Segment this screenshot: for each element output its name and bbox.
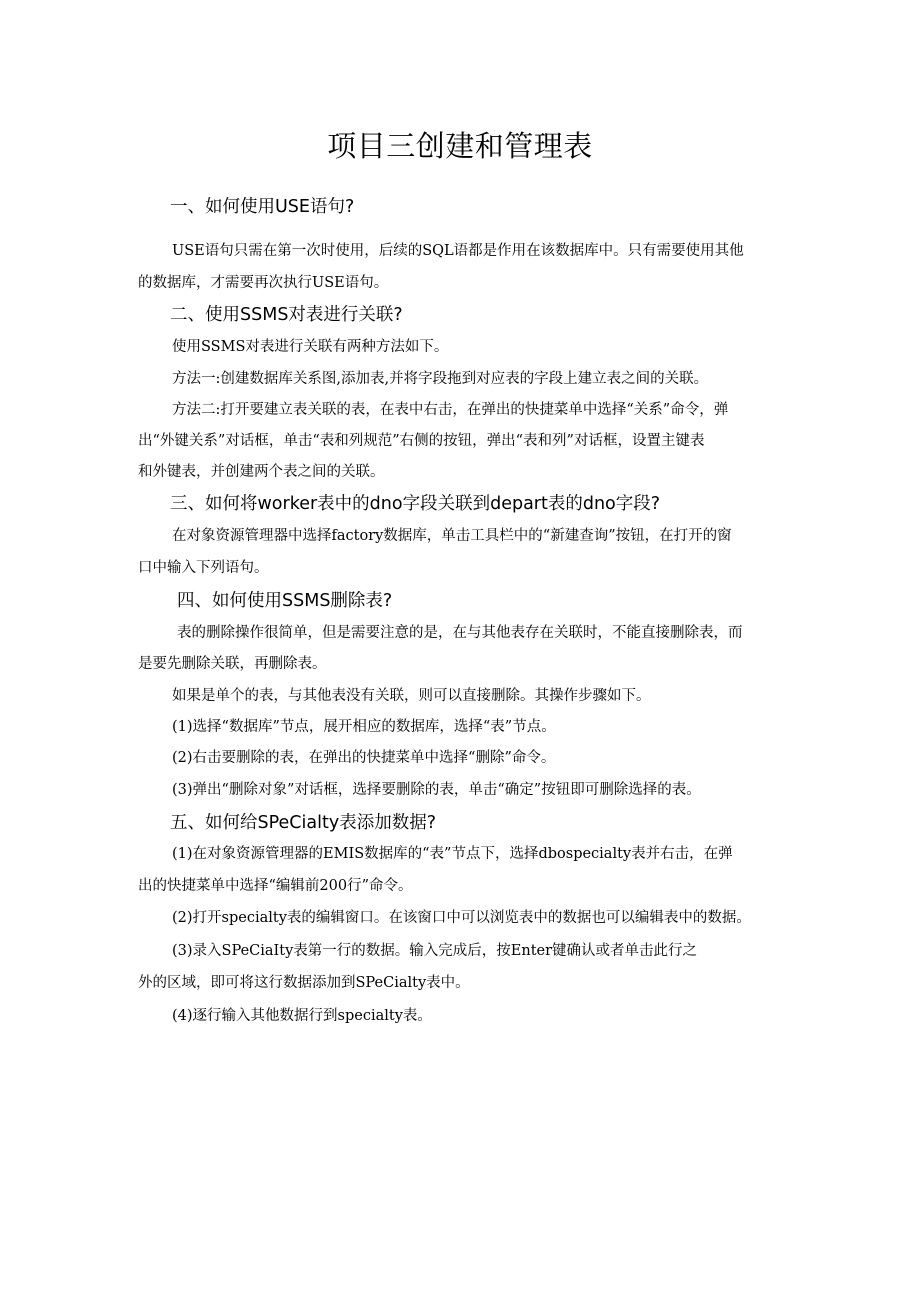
paragraph-line: 出“外键关系”对话框，单击“表和列规范”右侧的按钮，弹出“表和列”对话框，设置主键表 <box>138 433 705 449</box>
section-heading: 四、如何使用SSMS删除表? <box>177 591 393 611</box>
section-heading: 二、使用SSMS对表进行关联? <box>170 305 403 325</box>
paragraph-line: (3)弹出“删除对象”对话框，选择要删除的表，单击“确定”按钮即可删除选择的表。 <box>172 782 701 798</box>
paragraph-line: 方法二:打开要建立表关联的表，在表中右击，在弹出的快捷菜单中选择“关系”命令，弹 <box>172 402 729 418</box>
section-heading: 一、如何使用USE语句? <box>170 197 355 217</box>
section-heading: 三、如何将worker表中的dno字段关联到depart表的dno字段? <box>170 494 661 514</box>
paragraph-line: 使用SSMS对表进行关联有两种方法如下。 <box>172 339 449 355</box>
paragraph-line: 是要先删除关联，再删除表。 <box>138 656 327 672</box>
paragraph-line: 如果是单个的表，与其他表没有关联，则可以直接删除。其操作步骤如下。 <box>172 688 651 704</box>
paragraph-line: (1)选择“数据库”节点，展开相应的数据库，选择“表”节点。 <box>172 719 556 735</box>
section-heading: 五、如何给SPeCialty表添加数据? <box>170 813 436 833</box>
paragraph-line: 和外键表，并创建两个表之间的关联。 <box>138 464 385 480</box>
paragraph-line: 的数据库，才需要再次执行USE语句。 <box>138 275 389 291</box>
page-title: 项目三创建和管理表 <box>327 129 593 163</box>
paragraph-line: 在对象资源管理器中选择factory数据库，单击工具栏中的“新建查询”按钮，在打开的窗 <box>172 528 732 544</box>
paragraph-line: (2)打开specialty表的编辑窗口。在该窗口中可以浏览表中的数据也可以编辑表中的数据。 <box>172 910 751 926</box>
paragraph-line: (3)录入SPeCiaIty表第一行的数据。输入完成后，按Enter键确认或者单击此行之 <box>172 943 698 959</box>
paragraph-line: 方法一:创建数据库关系图,添加表,并将字段拖到对应表的字段上建立表之间的关联。 <box>172 371 709 387</box>
paragraph-line: (1)在对象资源管理器的EMIS数据库的“表”节点下，选择dbospecialty表并右击，在弹 <box>172 846 733 862</box>
paragraph-line: USE语句只需在第一次时使用，后续的SQL语都是作用在该数据库中。只有需要使用其他 <box>172 243 744 259</box>
paragraph-line: 表的删除操作很简单，但是需要注意的是，在与其他表存在关联时，不能直接删除表，而 <box>177 625 743 641</box>
paragraph-line: 出的快捷菜单中选择“编辑前200行”命令。 <box>138 878 413 894</box>
paragraph-line: 外的区域，即可将这行数据添加到SPeCialty表中。 <box>138 975 470 991</box>
paragraph-line: 口中输入下列语句。 <box>138 560 269 576</box>
paragraph-line: (2)右击要删除的表，在弹出的快捷菜单中选择“删除”命令。 <box>172 750 556 766</box>
paragraph-line: (4)逐行输入其他数据行到specialty表。 <box>172 1008 432 1024</box>
